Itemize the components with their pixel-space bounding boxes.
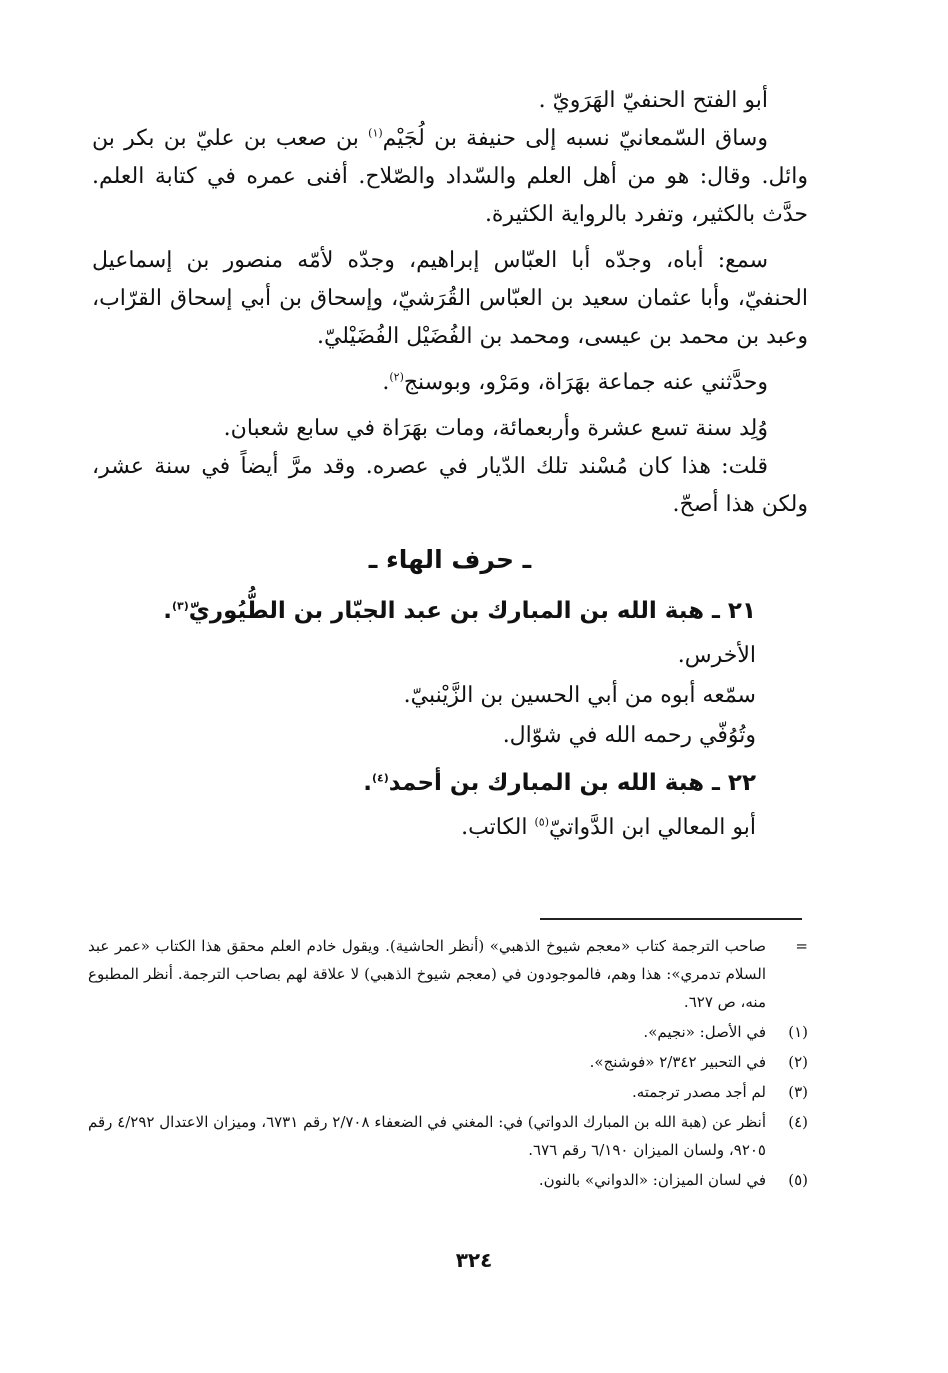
paragraph-4 [92,364,808,402]
footnote-text: صاحب الترجمة كتاب «معجم شيوخ الذهبي» (أنظر الحاشية). ويقول خادم العلم محقق هذا الكتاب «عمر عبد السلام تدمري»: هذا وهم، فالموجودون في (معجم شيوخ الذهبي) لا علاقة لهم بصاحب الترجمة. أنظر المطبوع منه، ص ٦٢٧. [88,937,766,1011]
page-number: ٣٢٤ [455,1248,493,1272]
footnote-text: أنظر عن (هبة الله بن المبارك الدواتي) في: المغني في الضعفاء ٢/٧٠٨ رقم ٦٧٣١، وميزان الاعتدال ٤/٢٩٢ رقم ٩٢٠٥، ولسان الميزان ٦/١٩٠ رقم ٦٧٦. [88,1113,767,1159]
paragraph-2 [92,120,808,234]
entry-21-line-3: وتُوُفّي رحمه الله في شوّال. [502,723,756,748]
footnote-text: في الأصل: «نجيم». [643,1023,766,1041]
footnote-mark: = [795,937,808,955]
footnotes [88,932,808,1196]
footnote-5 [88,1166,808,1194]
section-heading: ـ حرف الهاء ـ [368,545,532,574]
entry-22-line-text-a: أبو المعالي ابن الدَّواتيّ [548,815,756,840]
entry-21-title-end: . [163,598,172,624]
main-text [92,82,808,848]
entry-21-heading [92,590,808,632]
footnote-continuation [88,932,808,1016]
paragraph-5-text: وُلِد سنة تسع عشرة وأربعمائة، ومات بهَرَاة في سابع شعبان. [223,416,768,441]
footnote-mark: (٢) [788,1053,808,1071]
footnote-ref-3[interactable]: (٣) [171,599,189,613]
footnote-mark: (٥) [788,1171,808,1189]
footnote-ref-5[interactable]: (٥) [534,815,549,829]
footnote-ref-4[interactable]: (٤) [371,771,389,785]
footnote-text: في لسان الميزان: «الدواني» بالنون. [538,1171,766,1189]
footnote-ref-1[interactable]: (١) [368,126,383,140]
entry-21-line-1: الأخرس. [677,643,756,668]
footnote-2 [88,1048,808,1076]
footnote-ref-2[interactable]: (٢) [389,370,404,384]
footnote-divider [540,918,802,920]
paragraph-4-text-b: . [382,370,390,395]
paragraph-1 [92,82,808,120]
paragraph-4-text-a: وحدَّثني عنه جماعة بهَرَاة، ومَرْو، وبوسنج [403,370,768,395]
entry-22-line-text-b: الكاتب. [461,815,535,840]
entry-22-title: ٢٢ ـ هبة الله بن المبارك بن أحمد [388,770,756,796]
paragraph-6-text: قلت: هذا كان مُسْند تلك الدّيار في عصره. وقد مرَّ أيضاً في سنة عشر، ولكن هذا أصحّ. [92,454,808,517]
paragraph-3-text: سمع: أباه، وجدّه أبا العبّاس إبراهيم، وجدّه لأمّه منصور بن إسماعيل الحنفيّ، وأبا عثمان سعيد بن العبّاس القُرَشيّ، وإسحاق بن أبي إسحاق القرّاب، وعبد بن محمد بن عيسى، ومحمد بن الفُضَيْل الفُضَيْليّ. [92,248,808,349]
entry-22-heading [92,762,808,804]
entry-21-title: ٢١ ـ هبة الله بن المبارك بن عبد الجبّار بن الطُّيُوريّ [188,598,756,624]
footnote-mark: (٣) [788,1083,808,1101]
entry-22-title-end: . [363,770,372,796]
footnote-1 [88,1018,808,1046]
paragraph-2-text-a: وساق السّمعانيّ نسبه إلى حنيفة بن لُجَيْم [382,126,768,151]
footnote-3 [88,1078,808,1106]
footnote-4 [88,1108,808,1164]
footnote-mark: (١) [788,1023,808,1041]
footnote-text: لم أجد مصدر ترجمته. [631,1083,766,1101]
footnote-text: في التحبير ٢/٣٤٢ «فوشنج». [589,1053,766,1071]
paragraph-1-text: أبو الفتح الحنفيّ الهَرَويّ . [538,88,768,113]
entry-22-line-1 [92,808,808,848]
paragraph-6 [92,448,808,524]
footnote-mark: (٤) [788,1113,808,1131]
paragraph-2-text-b: بن صعب بن عليّ بن بكر بن وائل. وقال: هو من أهل العلم والسّداد والصّلاح. أفنى عمره في كتابة العلم. حدَّث بالكثير، وتفرد بالرواية الكثيرة. [92,126,808,227]
paragraph-3 [92,242,808,356]
paragraph-5 [92,410,808,448]
entry-21-line-2: سمّعه أبوه من أبي الحسين بن الزَّيْنبيّ. [403,683,756,708]
